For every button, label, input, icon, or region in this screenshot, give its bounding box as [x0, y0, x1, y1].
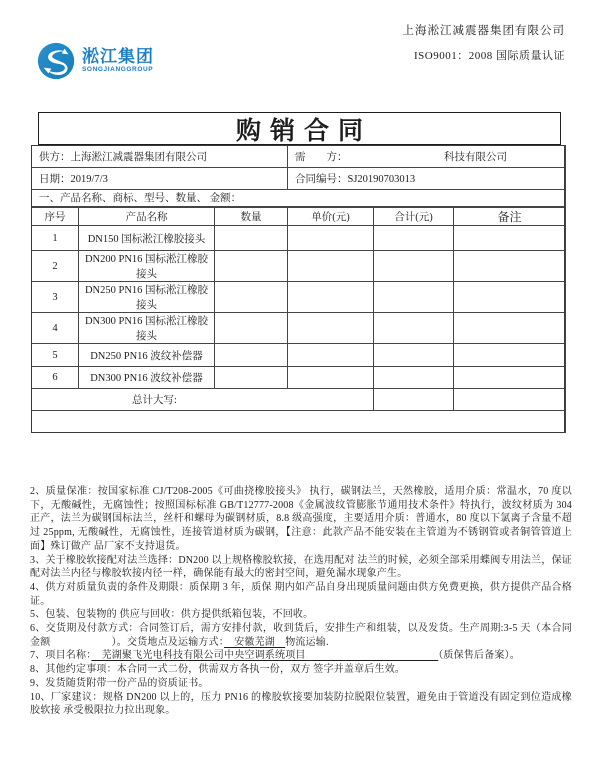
total-cell: [374, 367, 454, 389]
clause-6-shipping-location: 安徽芜湖: [224, 636, 286, 648]
total-cell: [374, 251, 454, 282]
table-row: [32, 367, 566, 389]
unit-price-cell: [288, 344, 374, 367]
total-remark-cell: [454, 389, 566, 411]
clause-9: 9、发货随货附带一份产品的资质证书。: [30, 677, 209, 689]
qty-cell: [215, 313, 288, 344]
brand-name-cn: 淞江集团: [82, 47, 154, 67]
total-in-words-label: 总计大写:: [32, 389, 374, 411]
contract-clauses: [30, 485, 572, 718]
clause-7: [30, 649, 572, 663]
qty-cell: [215, 344, 288, 367]
buyer-label: 需 方：: [295, 152, 348, 163]
product-name: DN150 国标淞江橡胶接头: [79, 226, 215, 251]
product-table: [31, 207, 566, 433]
total-amount-cell: [374, 389, 454, 411]
remark-cell: [454, 344, 566, 367]
qty-cell: [215, 282, 288, 313]
section-product-heading: 一、产品名称、商标、型号、数量、 金额：: [31, 189, 566, 207]
iso-certification: ISO9001：2008 国际质量认证: [414, 50, 565, 62]
qty-cell: [215, 226, 288, 251]
contract-title: 购销合同: [235, 117, 372, 145]
clause-5: 5、包装、包装物的 供应与回收：供方提供纸箱包装，不回收。: [30, 609, 314, 621]
contract-info-table: [31, 145, 566, 190]
header-right: [403, 22, 566, 63]
company-logo: [36, 40, 154, 82]
table-row: [32, 344, 566, 367]
unit-price-cell: [288, 282, 374, 313]
product-name: DN200 PN16 国标淞江橡胶接头: [79, 251, 215, 282]
product-name: DN300 PN16 波纹补偿器: [79, 367, 215, 389]
col-header-name: 产品名称: [79, 208, 215, 226]
unit-price-cell: [288, 251, 374, 282]
contract-no-cell: 合同编号：SJ20190703013: [288, 168, 566, 190]
clause-7-tail: （质保售后备案）。: [438, 650, 521, 662]
supplier-cell: 供方：上海淞江减震器集团有限公司: [32, 146, 288, 168]
company-name: 上海淞江减震器集团有限公司: [402, 25, 565, 37]
clause-8: 8、其他约定事项：本合同一式二份，供需双方各执一份，双方 签字并盖章后生效。: [30, 664, 406, 676]
table-row: [32, 282, 566, 313]
total-in-words-row: [32, 389, 566, 411]
total-cell: [374, 344, 454, 367]
row-no: 4: [32, 313, 79, 344]
row-no: 3: [32, 282, 79, 313]
total-cell: [374, 226, 454, 251]
row-no: 2: [32, 251, 79, 282]
brand-name-en: SONGJIANGGROUP: [82, 66, 154, 74]
clause-6-text: 6、交货期及付款方式：合同签订后，需方安排付款，收到货后，安排生产和组装，以及发货。生产周期:3-5 天（本合同金额 ）。交货地点及运输方式：: [30, 623, 572, 648]
product-name: DN300 PN16 国标淞江橡胶接头: [79, 313, 215, 344]
unit-price-cell: [288, 313, 374, 344]
row-no: 1: [32, 226, 79, 251]
table-row: [32, 251, 566, 282]
col-header-qty: 数量: [215, 208, 288, 226]
col-header-total: 合计(元): [374, 208, 454, 226]
remark-cell: [454, 226, 566, 251]
buyer-value: 科技有限公司: [444, 152, 507, 163]
qty-cell: [215, 367, 288, 389]
songjiang-logo-icon: [36, 40, 78, 82]
table-header-row: [32, 208, 566, 226]
empty-footer-cell: [32, 411, 566, 433]
product-name: DN250 PN16 波纹补偿器: [79, 344, 215, 367]
remark-cell: [454, 313, 566, 344]
clause-6-tail: 物流运输.: [285, 636, 329, 648]
unit-price-cell: [288, 367, 374, 389]
total-cell: [374, 282, 454, 313]
col-header-no: 序号: [32, 208, 79, 226]
qty-cell: [215, 251, 288, 282]
row-no: 6: [32, 367, 79, 389]
empty-footer-row: [32, 411, 566, 433]
col-header-unit-price: 单价(元): [288, 208, 374, 226]
contract-title-box: [38, 112, 561, 145]
unit-price-cell: [288, 226, 374, 251]
row-no: 5: [32, 344, 79, 367]
clause-2: 2、质量保准：按国家标准 CJ/T208-2005《可曲挠橡胶接头》 执行，碳钢法兰，天然橡胶，适用介质：常温水，70 度以下，无酸碱性，无腐蚀性；按照国标标准 GB/T12777-2008《金属波纹管膨胀节通用技术条件》特执行，波纹材质为 304 正产，法兰为碳钢国标法兰，丝杆和螺母为碳钢材质，8.8 级高强度，主要适用介质：普通水，80 度以下氯离子含量不超过 25ppm, 无酸碱性，无腐蚀性，连接管道材质为碳钢，【注意：此款产品不能安装在主管道为不锈钢管或者铜管管道上面】殊订做产 品厂家不支持退货。: [30, 486, 572, 552]
clause-6: [30, 622, 572, 649]
clause-4: 4、供方对质量负责的条件及期限：质保期 3 年，质保 期内如产品自身出现质量问题由供方免费更换，供方提供产品合格证。: [30, 581, 572, 607]
clause-3: 3、关于橡胶软接配对法兰选择：DN200 以上规格橡胶软接，在选用配对 法兰的时候，必须全部采用蝶阀专用法兰，保证配对法兰内径与橡胶软接内径一样，确保能有最大的密封空间，避免漏水现象产生。: [30, 554, 572, 580]
clause-7-project-name: 芜湖聚飞光电科技有限公司中央空调系统项目: [91, 650, 439, 662]
table-row: [32, 226, 566, 251]
remark-cell: [454, 251, 566, 282]
clause-10: 10、厂家建议：规格 DN200 以上的，压力 PN16 的橡胶软接要加装防拉脱限位装置，避免由于管道没有固定到位造成橡胶软接 承受极限拉力拉出现象。: [30, 691, 572, 717]
buyer-cell: [288, 146, 566, 168]
remark-cell: [454, 367, 566, 389]
date-cell: 日期：2019/7/3: [32, 168, 288, 190]
table-row: [32, 313, 566, 344]
clause-7-label: 7、项目名称：: [30, 650, 92, 662]
col-header-remark: 备注: [454, 208, 566, 226]
product-name: DN250 PN16 国标淞江橡胶接头: [79, 282, 215, 313]
remark-cell: [454, 282, 566, 313]
total-cell: [374, 313, 454, 344]
